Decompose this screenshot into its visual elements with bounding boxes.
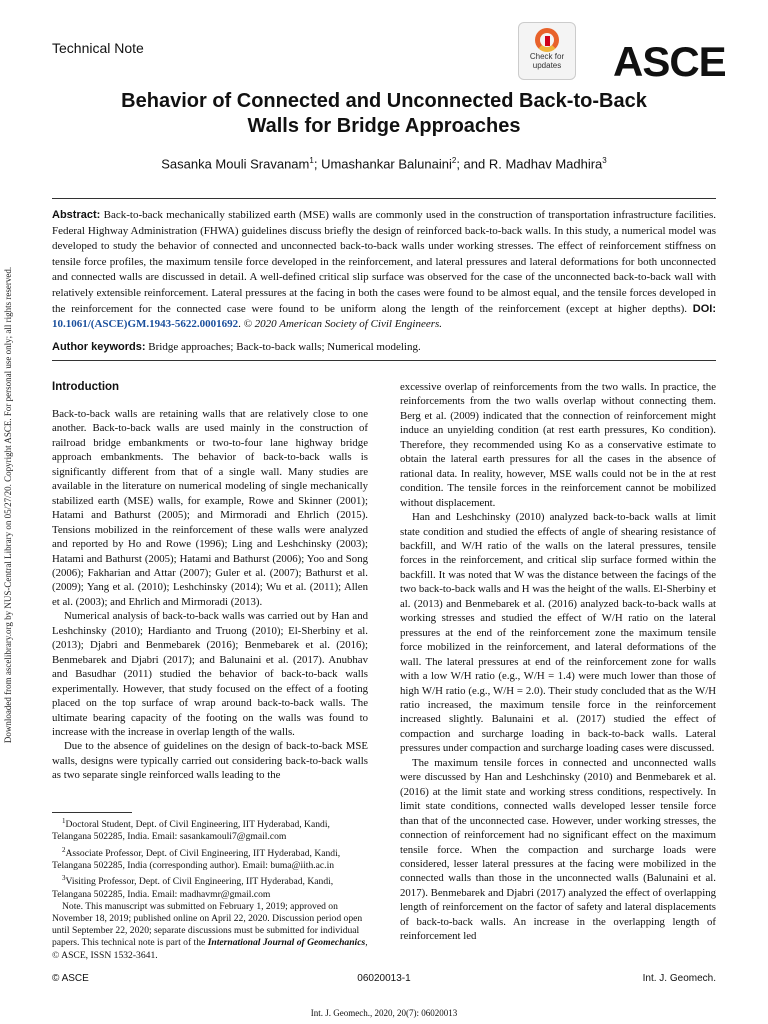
author-2-mark: 2 — [451, 156, 457, 165]
title-line-2: Walls for Bridge Approaches — [247, 115, 521, 137]
author-3-mark: 3 — [602, 156, 607, 165]
footer-left: © ASCE — [52, 973, 89, 984]
title-line-1: Behavior of Connected and Unconnected Back-to-Back — [121, 90, 647, 112]
abstract-label: Abstract: — [52, 209, 101, 221]
paragraph-1: Back-to-back walls are retaining walls that are relatively close to one another. Back-to-back walls are used mainly in the construction of railroad bridge embankments or two-to-four lane highway bridge approach embankments. The behavior of back-to-back walls is significantly different from that of a single wall. Many studies are available in the literature on numerical modeling of single mechanically stabilized earth (MSE) walls, for example, Rowe and Skinner (2001); Hatami and Bathurst (2005); and Mirmoradi and Ehrlich (2015). Tensions mobilized in the reinforcement of these walls were analyzed and reported by Ho and Rowe (1996); Ling and Leshchinsky (2003); Hatami and Bathurst (2005); Hatami and Bathurst (2006); Yoo and Song (2006); Fakharian and Attar (2007); Guler et al. (2007); Bathurst et al. (2009); Yang et al. (2010); Leshchinsky (2014); Wu et al. (2011); Allen et al. (2003); and Ehrlich and Mirmoradi (2013). — [52, 408, 368, 608]
doi-link[interactable]: 10.1061/(ASCE)GM.1943-5622.0001692 — [52, 318, 239, 331]
author-list — [60, 156, 708, 171]
footnote-2: $^2$Associate Professor, Dept. of Civil Engineering, IIT Hyderabad, Kandi, Telangana 502285, India (corresponding author). Email: buma@iith.ac.in — [52, 845, 341, 871]
check-for-updates-badge[interactable] — [518, 22, 576, 80]
section-heading-introduction: Introduction — [52, 381, 120, 393]
abstract-text: Back-to-back mechanically stabilized earth (MSE) walls are commonly used in the construction of transportation infrastructure facilities. Federal Highway Administration (FHWA) guidelines discuss briefly the design of reinforced back-to-back walls. In this study, a numerical model was developed to study the behavior of connected and unconnected back-to-back walls under working stresses. The effect of reinforcement stiffness on tensile force profiles, the maximum tensile force developed in the reinforcement, and lateral pressures and lateral deformations for both unconnected and connected walls are discussed in detail. A well-defined critical slip surface was observed for the case of the unconnected back-to-back wall with relatively extensible reinforcement. Lateral pressures at the facing in both the cases were found to be almost equal, and the tensile forces developed in the reinforcement for the connected case were found to be uniform along the length of the reinforcement (except at higher depths). — [52, 209, 717, 315]
footnote-rule — [52, 812, 132, 813]
footnotes — [52, 815, 368, 962]
badge-label-1: Check for — [529, 52, 565, 61]
author-1-mark: 1 — [309, 156, 314, 165]
author-sep-1: ; — [313, 156, 322, 172]
footer-page-number: 06020013-1 — [357, 973, 411, 984]
footer-journal: Int. J. Geomech. — [642, 973, 716, 984]
article-title — [60, 89, 708, 139]
abstract-bottom-rule — [52, 360, 716, 361]
author-2: Umashankar Balunaini — [321, 156, 452, 172]
submission-note: Note. This manuscript was submitted on February 1, 2019; approved on November 18, 2019; published online on April 22, 2020. Discussion period open until September 22, 2020; separate discussions must be submitted for individual papers. This technical note is part of the International Journal of Geomechanics, © ASCE, ISSN 1532-3641. — [52, 900, 368, 961]
paragraph-5: Han and Leshchinsky (2010) analyzed back-to-back walls at limit state condition and studied the effects of angle of shearing resistance of backfill, and W/H ratio of the walls on the lateral pressures, tensile forces in the reinforcement, and critical slip surface formed within the backfill. It was noted that W was the distance between the facings of the two back-to-back walls and H was the height of the walls. El-Sherbiny et al. (2013) and Benmebarek et al. (2016) analyzed back-to-back walls at working stresses and studied the effect of W/H ratio on the lateral pressures at the end of the reinforcement zone the maximum tensile force mobilized in the reinforcement, and lateral deformations of the wall. The lateral pressures at end of the reinforcement zone for walls with a low W/H ratio (e.g., W/H = 1.4) were much lower than those of high W/H ratio (e.g., W/H = 2.0). Their study concluded that as the W/H ratio increased, the maximum tensile force in the reinforcement increased slightly. Balunaini et al. (2017) studied the effect of compaction and surcharge loading in back-to-back walls. Lateral pressures under compaction and surcharge loading cases were discussed. — [400, 511, 716, 755]
right-column — [400, 380, 716, 944]
badge-label-2: updates — [532, 61, 562, 70]
paragraph-4: excessive overlap of reinforcements from the two walls. In practice, the reinforcements from the two walls overlap without connecting them. Berg et al. (2009) indicated that the connection of reinforcement might induce an unyielding condition (at rest earth pressures, Ko condition). Therefore, they recommended using Ko as a conservative estimate to obtain the lateral earth pressures for all the cases in the absence of rational data. In reality, however, MSE walls could not be in the at rest condition. The tensile forces in the reinforcement cannot be mobilized without displacement. — [400, 381, 716, 509]
paragraph-3: Due to the absence of guidelines on the design of back-to-back MSE walls, designs were typically carried out considering back-to-back walls as two separate single reinforced walls leading to the — [52, 740, 368, 782]
footnote-3: $^3$Visiting Professor, Dept. of Civil Engineering, IIT Hyderabad, Kandi, Telangana 502285, India. Email: madhavmr@gmail.com — [52, 874, 334, 900]
author-1: Sasanka Mouli Sravanam — [161, 156, 310, 172]
crossmark-icon — [535, 28, 559, 52]
journal-name: International Journal of Geomechanics — [207, 937, 366, 949]
footnote-1: $^1$Doctoral Student, Dept. of Civil Engineering, IIT Hyderabad, Kandi, Telangana 502285, India. Email: sasankamouli7@gmail.com — [52, 817, 330, 843]
article-type: Technical Note — [52, 40, 144, 56]
author-3: R. Madhav Madhira — [488, 156, 603, 172]
keywords-label: Author keywords: — [52, 341, 146, 353]
author-keywords — [52, 341, 716, 353]
download-watermark: Downloaded from ascelibrary.org by NUS-Central Library on 05/27/20. Copyright ASCE. For personal use only; all rights reserved. — [3, 266, 13, 744]
left-column — [52, 407, 368, 783]
paragraph-6: The maximum tensile forces in connected and unconnected walls were discussed by Han and Leshchinsky (2010) and Benmebarek et al. (2016) at the limit state and working stress conditions, respectively. In limit state conditions, connected walls developed lesser tensile force than that of the unconnected case. However, under working stresses, the connection of reinforcement had no significant effect on the maximum tensile force. When the compaction and surcharge loads were considered, lesser lateral pressures at the facing were mobilized in the connected walls than those in the unconnected walls (Balunaini et al. 2017). Benmebarek and Djabri (2017) analyzed the effect of overlapping length of reinforcement on the factor of safety and lateral displacements of back-to-back walls. An increase in the overlapping length of reinforcement led — [400, 756, 716, 943]
author-sep-2: ; and — [456, 156, 489, 172]
abstract: Abstract: Back-to-back mechanically stabilized earth (MSE) walls are commonly used in the construction of transportation infrastructure facilities. Federal Highway Administration (FHWA) guidelines discuss briefly the design of reinforced back-to-back walls. In this study, a numerical model was developed to study the behavior of connected and unconnected back-to-back walls under working stresses. The effect of reinforcement stiffness on tensile force profiles, the maximum tensile force developed in the reinforcement, and lateral pressures and lateral deformations for both unconnected and connected walls are discussed in detail. A well-defined critical slip surface was observed for the case of the unconnected back-to-back wall with relatively extensible reinforcement. Lateral pressures at the facing in both the cases were found to be almost equal, and the tensile forces developed in the reinforcement for the connected case were found to be uniform along the length of the reinforcement (except at higher depths). DOI: 10.1061/(ASCE)GM.1943-5622.0001692. © 2020 American Society of Civil Engineers. — [52, 209, 717, 331]
asce-logo: ASCE — [613, 38, 726, 85]
keywords-text: Bridge approaches; Back-to-back walls; Numerical modeling. — [148, 341, 421, 353]
abstract-copyright: © 2020 American Society of Civil Engineers. — [243, 318, 443, 331]
paragraph-2: Numerical analysis of back-to-back walls was carried out by Han and Leshchinsky (2010); Hardianto and Truong (2010); El-Sherbiny et al. (2013); Djabri and Benmebarek (2016); Benmebarek et al. (2016); Benmebarek and Djabri (2017); and Balunaini et al. (2017). Anubhav and Basudhar (2011) studied the behavior of back-to-back walls experimentally. However, that study focused on the effect of a footing placed on the top surface of wrap around back-to-back walls. The ultimate bearing capacity of the footing on the walls was found to increase with the increase in overlap length of the walls. — [52, 610, 368, 738]
abstract-top-rule — [52, 198, 716, 199]
doi-label: DOI: — [692, 302, 717, 315]
citation-line: Int. J. Geomech., 2020, 20(7): 06020013 — [310, 1008, 458, 1018]
